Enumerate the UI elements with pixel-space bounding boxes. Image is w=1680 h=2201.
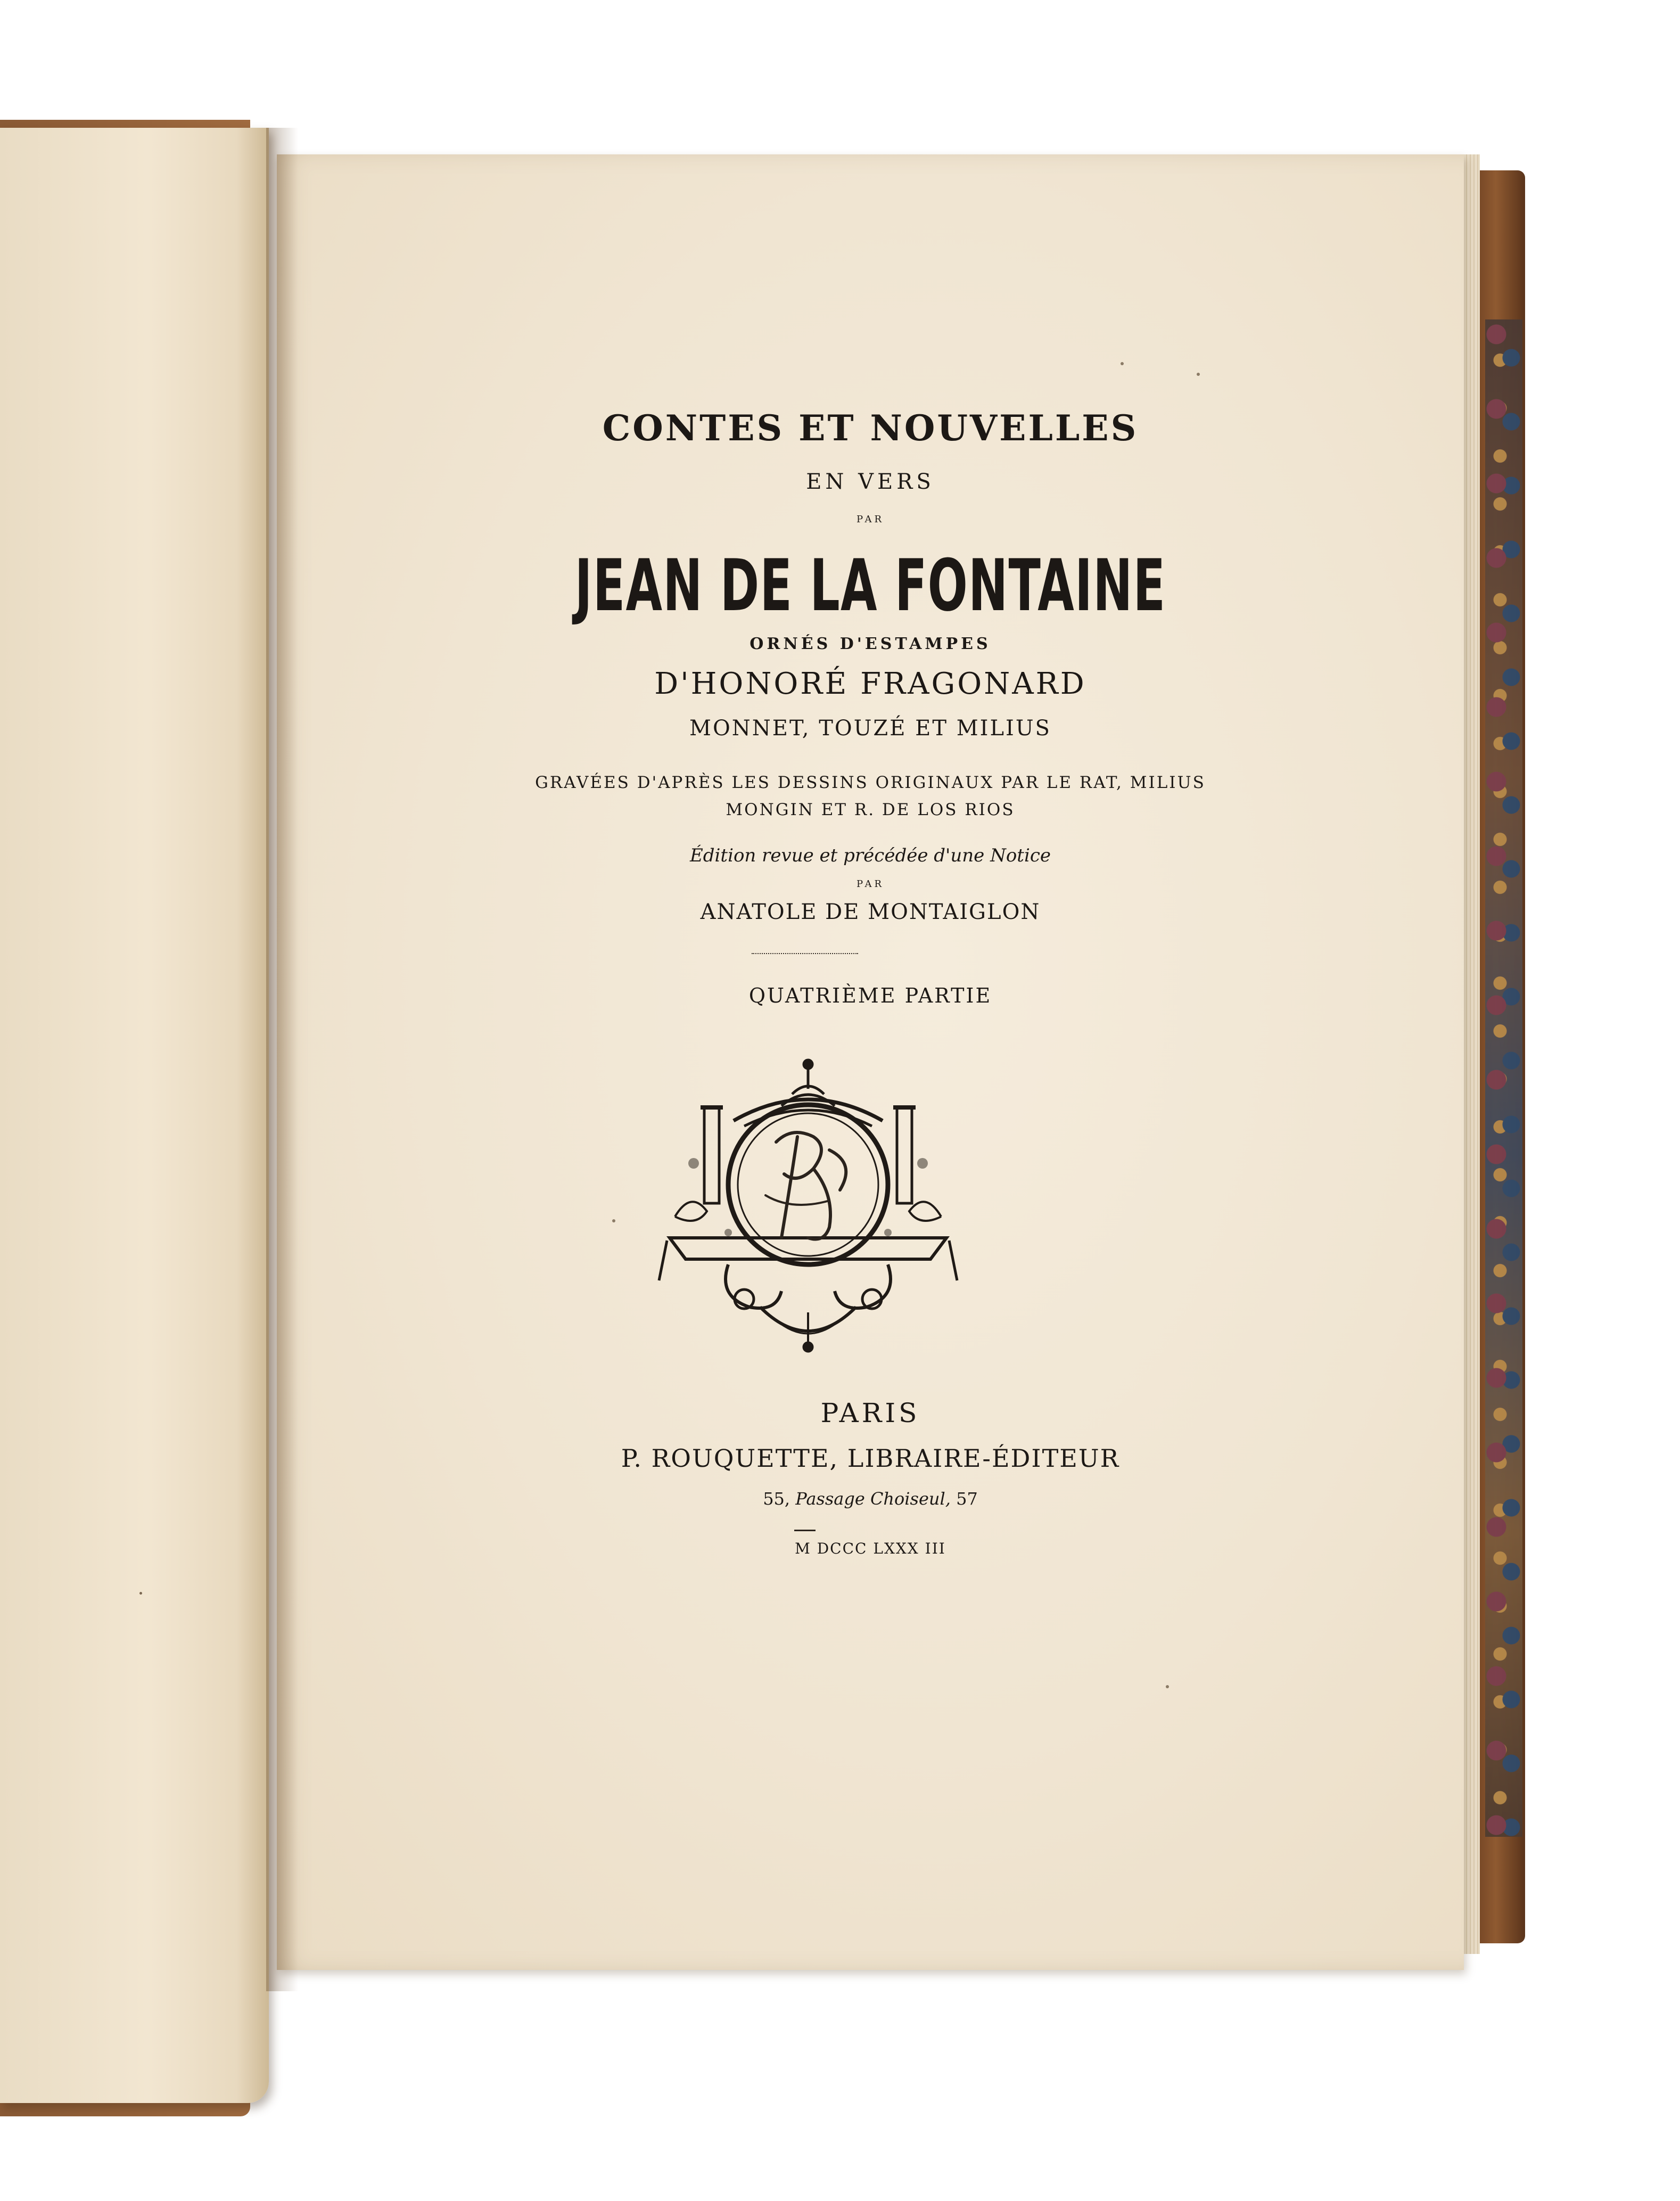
address-number-1: 55, [763, 1489, 790, 1509]
part-label: QUATRIÈME PARTIE [748, 984, 992, 1007]
publication-date: M DCCC LXXX III [795, 1540, 946, 1557]
engravers-line-2: MONGIN ET R. DE LOS RIOS [726, 800, 1015, 819]
paper-spot [1166, 1685, 1169, 1688]
engravers-line-1: GRAVÉES D'APRÈS LES DESSINS ORIGINAUX PAR LE RAT, MILIUS [535, 773, 1206, 792]
paper-spot [1121, 362, 1124, 365]
address-number-2: 57 [956, 1489, 978, 1509]
by-label-2: PAR [856, 878, 884, 890]
book-subtitle: EN VERS [806, 470, 935, 494]
illustrator-name: D'HONORÉ FRAGONARD [654, 667, 1086, 701]
editor-name: ANATOLE DE MONTAIGLON [700, 900, 1041, 924]
illustrations-label: ORNÉS D'ESTAMPES [750, 635, 991, 653]
marbled-endpaper [1485, 319, 1522, 1837]
paper-spot [139, 1592, 142, 1595]
publisher-name: P. ROUQUETTE, LIBRAIRE-ÉDITEUR [621, 1444, 1120, 1473]
dotted-rule [752, 953, 858, 954]
book-title: CONTES ET NOUVELLES [602, 407, 1139, 449]
publisher-address [277, 1489, 1464, 1509]
author-name: JEAN DE LA FONTAINE [574, 544, 1166, 627]
monogram-cartouche-icon [654, 1057, 962, 1355]
edition-note: Édition revue et précédée d'une Notice [689, 845, 1051, 866]
left-page [0, 128, 269, 2103]
by-label: PAR [856, 514, 884, 525]
publication-city: PARIS [820, 1398, 920, 1428]
address-street: Passage Choiseul, [795, 1489, 951, 1509]
paper-spot [612, 1219, 615, 1222]
short-rule [794, 1530, 816, 1531]
paper-spot [1197, 373, 1200, 376]
other-illustrators: MONNET, TOUZÉ ET MILIUS [689, 716, 1051, 741]
